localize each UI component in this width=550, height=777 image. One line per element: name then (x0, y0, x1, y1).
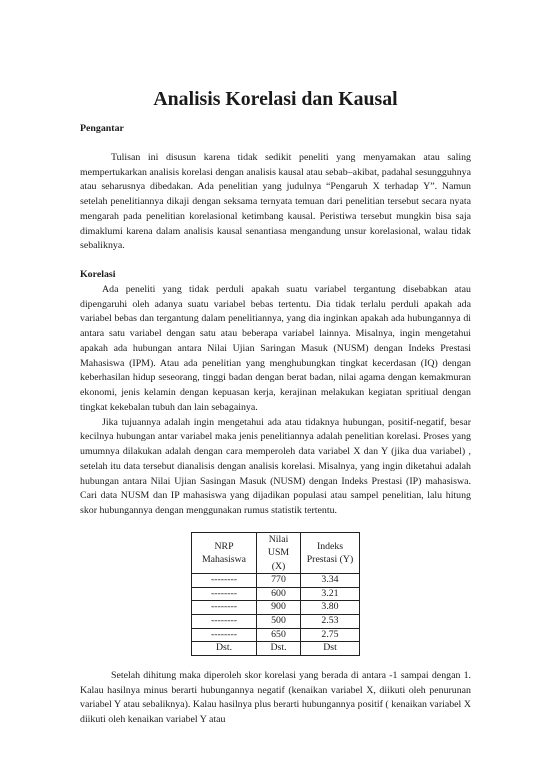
table-cell: 2.75 (301, 628, 360, 642)
heading-korelasi: Korelasi (80, 269, 116, 280)
table-cell: -------- (192, 615, 257, 629)
table-cell: Dst (301, 642, 360, 656)
table-cell: 3.34 (301, 574, 360, 588)
paragraph-pengantar: Tulisan ini disusun karena tidak sedikit peneliti yang menyamakan atau saling mempertukarkan analisis korelasi dengan analisis kausal atau sebab–akibat, padahal sesungguhnya atau seharusnya dibedakan. Ada penelitian yang judulnya “Pengaruh X terhadap Y”. Namun setelah penelitiannya dikaji dengan seksama ternyata temuan dari penelitian tersebut secara nyata mengarah pada penelitian korelasional ketimbang kausal. Peristiwa tersebut mungkin bisa saja dimaklumi karena dalam analisis kausal senantiasa mengandung unsur korelasional, walau tidak sebaliknya. (80, 151, 471, 252)
table-cell: -------- (192, 628, 257, 642)
table-row (192, 642, 360, 656)
table-cell: 770 (257, 574, 301, 588)
paragraph-closing: Setelah dihitung maka diperoleh skor korelasi yang berada di antara -1 sampai dengan 1. Kalau hasilnya minus berarti hubungannya negatif (kenaikan variabel X, diikuti oleh penurunan variabel Y atau sebaliknya). Kalau hasilnya plus berarti hubungannya positif ( kenaikan variabel X diikuti oleh kenaikan variabel Y atau (80, 669, 471, 726)
table-cell: 3.80 (301, 601, 360, 615)
heading-pengantar: Pengantar (80, 123, 124, 134)
data-table-wrapper (80, 532, 471, 656)
header-line: Mahasiswa (201, 554, 247, 565)
table-cell: 3.21 (301, 587, 360, 601)
paragraph-korelasi-2: Jika tujuannya adalah ingin mengetahui ada atau tidaknya hubungan, positif-negatif, besar kecilnya hubungan antar variabel maka jenis penelitiannya adalah penelitian korelasi. Proses yang umumnya dilakukan adalah dengan cara memperoleh data variabel X dan Y (jika dua variabel) , setelah itu data tersebut dianalisis dengan analisis korelasi. Misalnya, yang ingin diketahui adalah hubungan antara Nilai Ujian Sasingan Masuk (NUSM) dengan Indeks Prestasi (IP) mahasiswa. Cari data NUSM dan IP mahasiswa yang dijadikan populasi atau sampel penelitian, lalu hitung skor hubungannya dengan menggunakan rumus statistik tertentu. (80, 416, 471, 516)
table-row (192, 587, 360, 601)
table-row (192, 615, 360, 629)
table-cell: Dst. (257, 642, 301, 656)
table-cell: 600 (257, 587, 301, 601)
table-cell: 650 (257, 628, 301, 642)
table-row (192, 628, 360, 642)
document-title: Analisis Korelasi dan Kausal (153, 88, 398, 110)
table-cell: -------- (192, 601, 257, 615)
table-cell: Dst. (192, 642, 257, 656)
table-cell: 900 (257, 601, 301, 615)
header-line: Prestasi (Y) (306, 554, 354, 565)
table-row (192, 601, 360, 615)
header-line: Indeks (316, 540, 344, 552)
table-cell: -------- (192, 574, 257, 588)
column-header-indeks-prestasi (301, 532, 360, 574)
document-page (80, 88, 471, 728)
header-line: Nilai (268, 533, 289, 545)
table-cell: 2.53 (301, 615, 360, 629)
header-line: NRP (214, 540, 234, 552)
data-table (191, 532, 360, 656)
table-header-row (192, 532, 360, 574)
paragraph-korelasi-1: Ada peneliti yang tidak perduli apakah suatu variabel tergantung disebabkan atau dipengaruhi oleh adanya suatu variabel bebas tertentu. Dia tidak terlalu perduli apakah ada variabel bebas dan tergantung dalam penelitiannya, yang dia inginkan apakah ada hubungannya di antara satu variabel dengan satu atau beberapa variabel lainnya. Misalnya, ingin mengetahui apakah ada hubungan antara Nilai Ujian Saringan Masuk (NUSM) dengan Indeks Prestasi Mahasiswa (IPM). Atau ada penelitian yang menghubungkan tingkat kecerdasan (IQ) dengan keberhasilan hidup seseorang, tinggi badan dengan berat badan, nilai agama dengan kemakmuran ekonomi, jenis kelamin dengan kepuasan kerja, kerajinan melakukan kegiatan spritiual dengan tingkat kekebalan tubuh dan lain sebagainya. (80, 283, 471, 413)
table-cell: -------- (192, 587, 257, 601)
header-line: USM (X) (267, 547, 290, 572)
column-header-nrp (192, 532, 257, 574)
table-cell: 500 (257, 615, 301, 629)
table-row (192, 574, 360, 588)
column-header-nilai-usm (257, 532, 301, 574)
